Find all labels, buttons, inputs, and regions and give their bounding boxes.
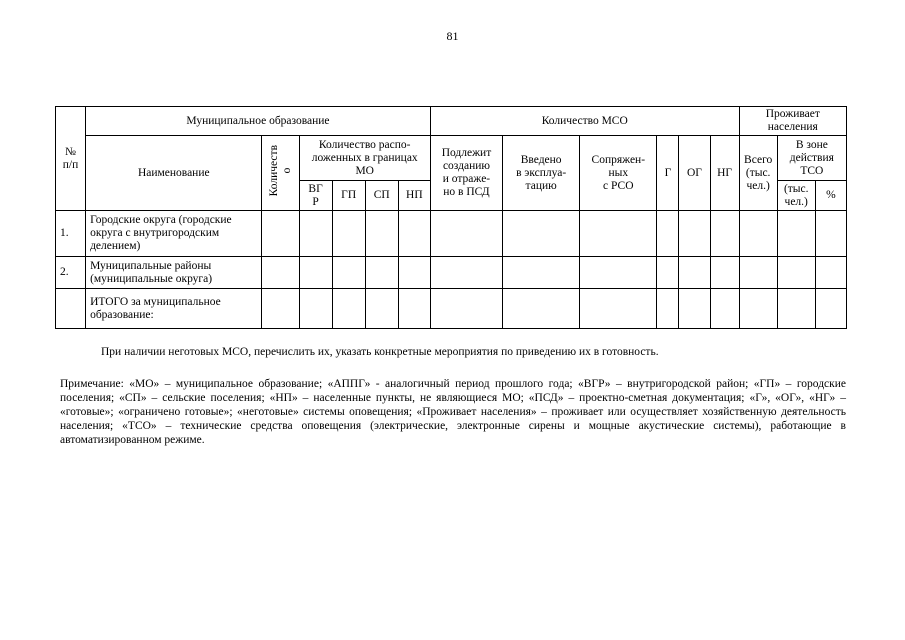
header-zone: В зоне действия ТСО xyxy=(777,136,846,181)
header-g: Г xyxy=(657,136,679,211)
header-gp: ГП xyxy=(332,181,365,211)
header-np: НП xyxy=(398,181,430,211)
header-municipal-entity: Муниципальное образование xyxy=(86,107,431,136)
row-name: Городские округа (городские округа с внутригородским делением) xyxy=(86,211,262,257)
header-name: Наименование xyxy=(86,136,262,211)
row-name: ИТОГО за муниципальное образование: xyxy=(86,289,262,329)
table-row-total xyxy=(56,289,847,329)
row-number xyxy=(56,289,86,329)
header-psd: Подлежит созданию и отраже- но в ПСД xyxy=(430,136,502,211)
row-name: Муниципальные районы (муниципальные округа) xyxy=(86,257,262,289)
header-total: Всего (тыс. чел.) xyxy=(739,136,777,211)
header-zone-abs: (тыс. чел.) xyxy=(777,181,815,211)
instruction-note: При наличии неготовых МСО, перечислить их, указать конкретные мероприятия по приведению их в готовность. xyxy=(101,346,659,358)
header-number: № п/п xyxy=(56,107,86,211)
mso-table xyxy=(55,106,847,329)
header-located-within: Количество распо- ложенных в границах МО xyxy=(299,136,430,181)
row-number: 2. xyxy=(56,257,86,289)
table-row xyxy=(56,257,847,289)
header-sp: СП xyxy=(365,181,398,211)
header-resides: Проживает населения xyxy=(739,107,846,136)
header-count: Количеств о xyxy=(262,136,299,211)
header-introduced: Введено в эксплуа- тацию xyxy=(503,136,580,211)
header-ng: НГ xyxy=(710,136,739,211)
header-og: ОГ xyxy=(679,136,710,211)
header-zone-pct: % xyxy=(815,181,846,211)
abbreviations-note: Примечание: «МО» – муниципальное образование; «АППГ» - аналогичный период прошлого года; «ВГР» – внутригородской район; «ГП» – городские поселения; «СП» – сельские поселения; «НП» – населенные пункты, не являющиеся МО; «ПСД» – проектно-сметная документация; «Г», «ОГ», «НГ» – «готовые»; «ограничено готовые»; «неготовые» системы оповещения; «Проживает населения» – проживает или осуществляет хозяйственную деятельность населения; «ТСО» – технические средства оповещения (электрические, электронные сирены и мощные акустические системы), работающие в автоматизированном режиме. xyxy=(60,378,846,446)
header-coupled: Сопряжен- ных с РСО xyxy=(580,136,657,211)
header-mso-count: Количество МСО xyxy=(430,107,739,136)
page-number: 81 xyxy=(446,29,459,43)
table-row xyxy=(56,211,847,257)
row-number: 1. xyxy=(56,211,86,257)
header-vgr: ВГ Р xyxy=(299,181,332,211)
